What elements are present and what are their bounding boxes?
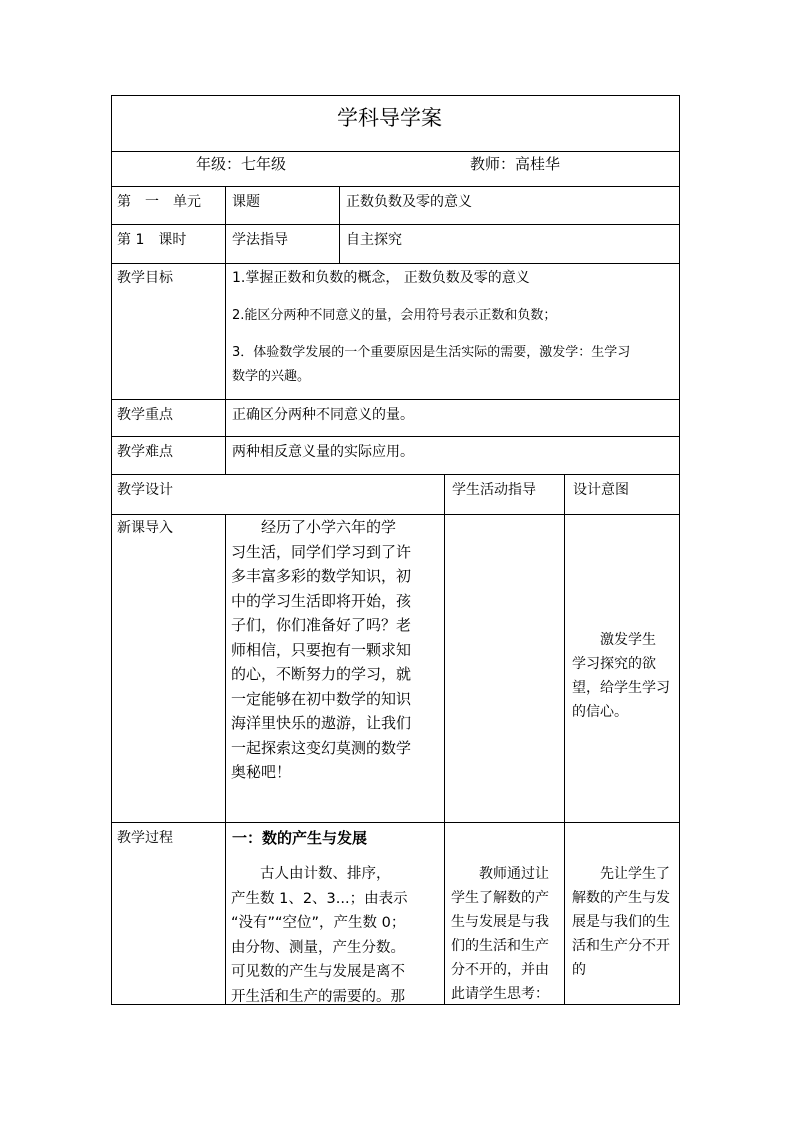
intro-intent-text — [572, 628, 676, 724]
process-line: 古人由计数、排序， — [231, 866, 391, 882]
intro-line: 奥秘吧！ — [231, 763, 292, 781]
row-divider — [111, 474, 680, 475]
unit-label: 第 一 单元 — [117, 194, 201, 210]
process-heading: 一：数的产生与发展 — [232, 829, 368, 847]
goals-label: 教学目标 — [117, 270, 173, 286]
intro-line: 子们，你们准备好了吗？老 — [231, 616, 412, 634]
intro-line: 习生活，同学们学习到了许 — [231, 542, 412, 561]
intent-line: 激发学生 — [572, 632, 656, 648]
row-divider — [111, 186, 680, 187]
activity-header: 学生活动指导 — [452, 482, 536, 498]
process-label: 教学过程 — [117, 830, 173, 846]
intro-line: 师相信，只要抱有一颗求知 — [231, 640, 412, 659]
intent-line: 展是与我们的生 — [572, 914, 670, 930]
intro-line: 一定能够在初中数学的知识 — [231, 689, 412, 708]
teacher-text: 教师：高桂华 — [470, 155, 561, 173]
table-border-top — [111, 95, 680, 96]
col-divider — [564, 474, 565, 1004]
intro-label: 新课导入 — [117, 520, 173, 536]
activity-line: 此请学生思考： — [451, 986, 549, 1002]
intro-line: 海洋里快乐的遨游，让我们 — [231, 714, 412, 732]
difficulty-label: 教学难点 — [117, 444, 173, 460]
activity-line: 生与发展是与我 — [451, 914, 549, 930]
intro-line: 一起探索这变幻莫测的数学 — [231, 738, 412, 757]
process-line: 产生数 1、2、3...；由表示 — [231, 890, 408, 907]
goal-item-3: 3．体验数学发展的一个重要原因是生活实际的需要，激发学：生学习 — [232, 345, 631, 360]
row-divider — [111, 224, 680, 225]
process-text — [231, 862, 439, 1009]
intent-line: 学习探究的欲 — [572, 656, 656, 672]
topic-value: 正数负数及零的意义 — [346, 194, 472, 210]
goal-item-2: 2.能区分两种不同意义的量，会用符号表示正数和负数； — [232, 308, 557, 323]
process-line: 由分物、测量，产生分数。 — [231, 939, 405, 956]
design-label: 教学设计 — [117, 482, 173, 498]
lesson-label: 第 1 课时 — [117, 232, 187, 248]
col-divider — [444, 474, 445, 1004]
intent-line: 的信心。 — [572, 704, 628, 720]
intent-header: 设计意图 — [573, 482, 629, 498]
activity-line: 们的生活和生产 — [451, 938, 549, 954]
row-divider — [111, 263, 680, 264]
row-divider — [111, 822, 680, 823]
grade-text: 年级：七年级 — [196, 155, 287, 173]
intent-line: 先让学生了 — [572, 866, 670, 882]
col-divider — [339, 186, 340, 263]
difficulty-value: 两种相反意义量的实际应用。 — [232, 444, 414, 460]
activity-line: 学生了解数的产 — [451, 890, 549, 906]
activity-line: 教师通过让 — [451, 866, 549, 882]
col-divider — [225, 514, 226, 1004]
col-divider — [225, 263, 226, 474]
goal-item-1: 1.掌握正数和负数的概念， 正数负数及零的意义 — [232, 270, 530, 286]
process-activity-text — [451, 862, 561, 1006]
key-point-label: 教学重点 — [117, 407, 173, 423]
intro-line: 的心，不断努力的学习，就 — [231, 665, 412, 683]
activity-line: 分不开的，并由 — [451, 962, 549, 978]
intent-line: 的 — [572, 962, 586, 978]
row-divider — [111, 151, 680, 152]
intent-line: 活和生产分不开 — [572, 938, 670, 954]
topic-label: 课题 — [232, 194, 260, 210]
intro-line: 经历了小学六年的学 — [231, 518, 397, 536]
intent-line: 望，给学生学习 — [572, 680, 670, 696]
process-line: “没有”“空位”，产生数 0； — [231, 915, 406, 931]
method-label: 学法指导 — [232, 232, 288, 248]
row-divider — [111, 399, 680, 400]
process-line: 可见数的产生与发展是离不 — [231, 964, 405, 980]
table-border-left — [111, 95, 112, 1005]
row-divider — [111, 436, 680, 437]
method-value: 自主探究 — [346, 232, 402, 248]
process-line: 开生活和生产的需要的。那 — [231, 988, 405, 1005]
process-intent-text — [572, 862, 676, 982]
col-divider — [225, 186, 226, 263]
intro-line: 中的学习生活即将开始，孩 — [231, 591, 412, 610]
intro-text — [231, 515, 439, 785]
intro-line: 多丰富多彩的数学知识，初 — [231, 567, 412, 585]
table-border-right — [679, 95, 680, 1005]
intent-line: 解数的产生与发 — [572, 890, 670, 906]
goal-item-3-cont: 数学的兴趣。 — [232, 369, 311, 384]
key-point-value: 正确区分两种不同意义的量。 — [232, 407, 414, 423]
document-title: 学科导学案 — [337, 106, 442, 130]
